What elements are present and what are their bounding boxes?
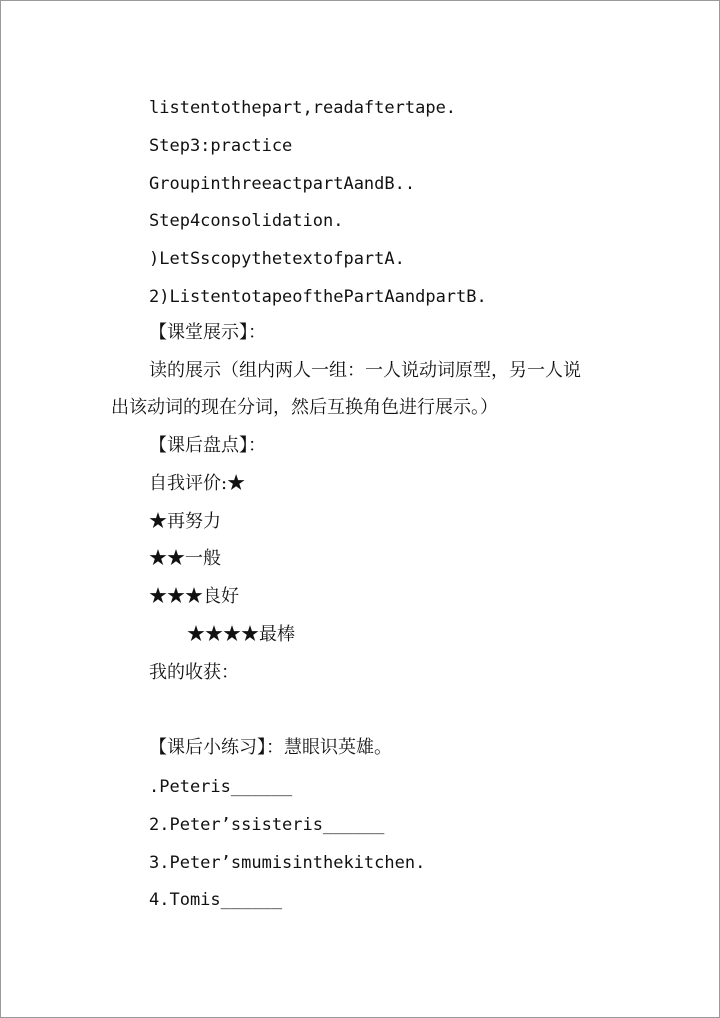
text-line-6: 2)ListentotapeofthePartAandpartB.	[149, 287, 487, 307]
paragraph-reading-display-line-1: 读的展示（组内两人一组：一人说动词原型，另一人说	[149, 360, 581, 381]
text-line-4: Step4consolidation.	[149, 211, 344, 231]
exercise-item-3: 3.Peter’smumisinthekitchen.	[149, 853, 426, 873]
self-evaluation-label: 自我评价:★	[149, 473, 246, 494]
exercise-item-2: 2.Peter’ssisteris______	[149, 815, 385, 835]
rating-four-stars: ★★★★最棒	[187, 624, 295, 645]
exercise-item-1: .Peteris______	[149, 777, 293, 797]
rating-one-star: ★再努力	[149, 511, 221, 532]
section-heading-classroom-display: 【课堂展示】：	[149, 322, 266, 343]
section-heading-after-class-exercise: 【课后小练习】：慧眼识英雄。	[149, 737, 392, 758]
text-line-2: Step3:practice	[149, 136, 293, 156]
section-heading-after-class-review: 【课后盘点】：	[149, 435, 266, 456]
rating-two-stars: ★★一般	[149, 548, 221, 569]
text-line-5: )LetSscopythetextofpartA.	[149, 249, 405, 269]
paragraph-reading-display-line-2: 出该动词的现在分词，然后互换角色进行展示。）	[111, 397, 498, 418]
rating-three-stars: ★★★良好	[149, 586, 239, 607]
text-line-1: listentothepart,readaftertape.	[149, 98, 457, 118]
text-line-3: GroupinthreeactpartAandB..	[149, 174, 416, 194]
my-gains-label: 我的收获：	[149, 662, 239, 683]
exercise-item-4: 4.Tomis______	[149, 890, 283, 910]
